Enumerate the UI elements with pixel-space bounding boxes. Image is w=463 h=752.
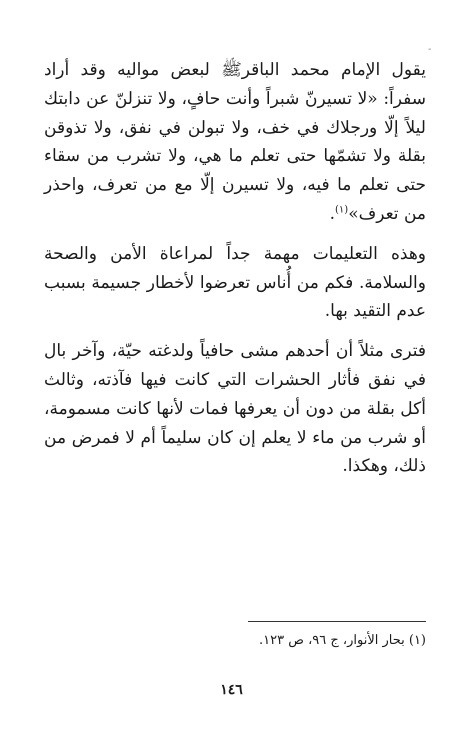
paragraph-1-tail: . (329, 203, 336, 224)
footnote: (١) بحار الأنوار، ج ٩٦، ص ١٢٣. (259, 633, 426, 648)
corner-mark: - (428, 44, 432, 55)
footnote-separator (248, 621, 426, 622)
paragraph-2-text: وهذه التعليمات مهمة جداً لمراعاة الأمن والصحة والسلامة. فكم من أُناس تعرضوا لأخطار جسيمة بسبب عدم التقيد بها. (44, 243, 426, 322)
paragraph-3-text: فترى مثلاً أن أحدهم مشى حافياً ولدغته حيّة، وآخر بال في نفق فأثار الحشرات التي كانت فيها فآذته، وثالث أكل بقلة من دون أن يعرفها فمات لأنها كانت مسمومة، أو شرب من ماء لا يعلم إن كان سليماً أم لا فمرض من ذلك، وهكذا. (44, 341, 426, 477)
paragraph-3 (44, 337, 426, 481)
footnote-reference: (١) (335, 204, 349, 216)
page-body (44, 56, 426, 492)
paragraph-2 (44, 240, 426, 326)
paragraph-1 (44, 56, 426, 229)
paragraph-1-text: لبعض مواليه وقد أراد سفراً: «لا تسيرنّ شبراً وأنت حافٍ، ولا تنزلنّ عن دابتك ليلاً إلّا ورجلاك في خف، ولا تبولن في نفق، ولا تذوقن بقلة ولا تشمّها حتى تعلم ما هي، ولا تشرب من سقاء حتى تعلم ما فيه، ولا تسيرن إلّا مع من تعرف، واحذر من تعرف» (44, 60, 426, 224)
honorific-glyph: ﷺ (221, 60, 242, 80)
paragraph-1-lead: يقول الإمام محمد الباقر (241, 60, 426, 80)
page-number: ١٤٦ (220, 682, 243, 698)
